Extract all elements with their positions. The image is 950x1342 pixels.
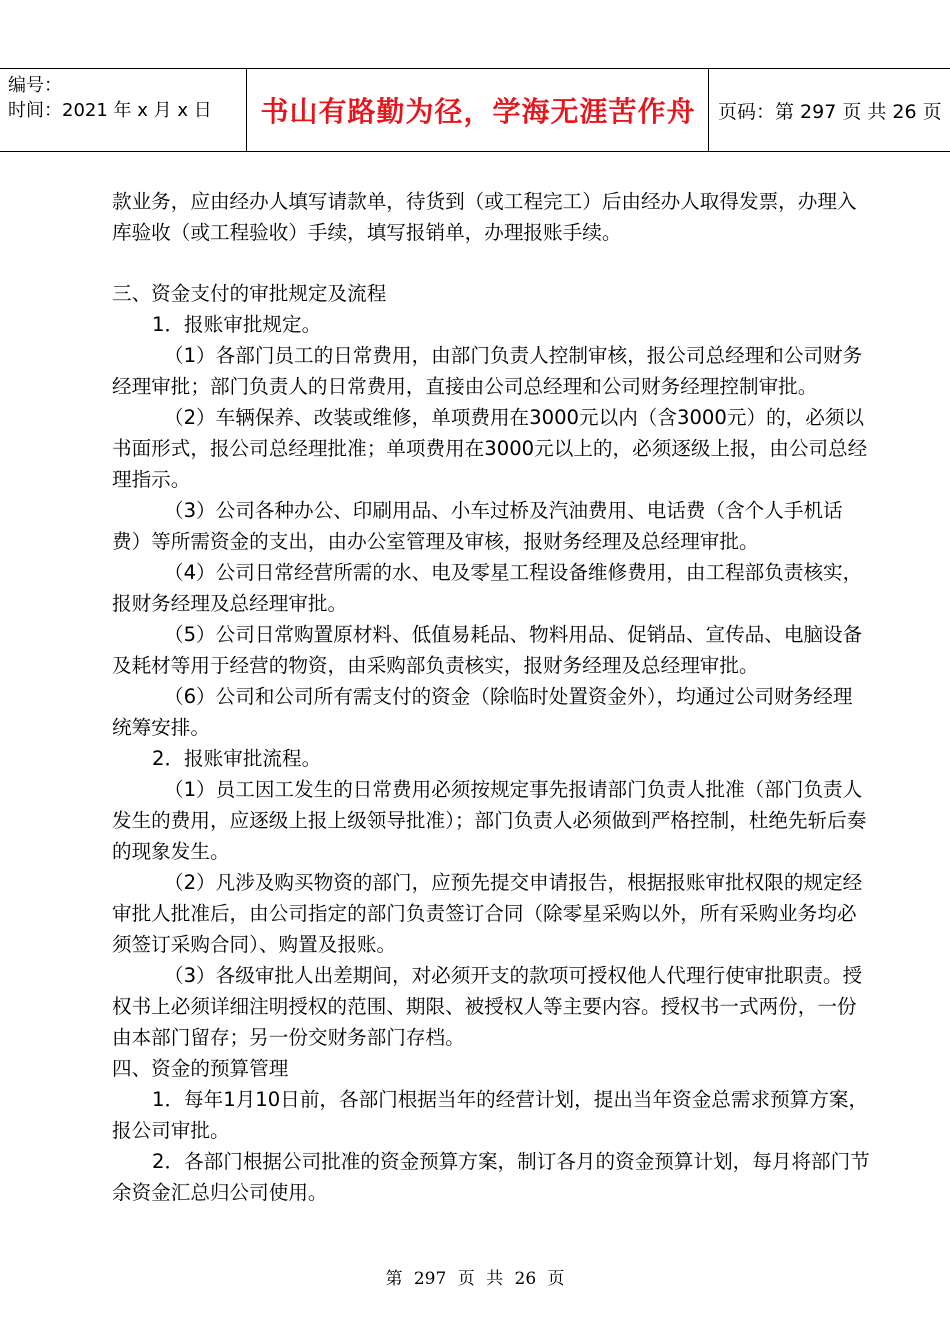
list-item: （2）车辆保养、改装或维修，单项费用在3000元以内（含3000元）的，必须以书面形式，报公司总经理批准；单项费用在3000元以上的，必须逐级上报，由公司总经理指示。 — [112, 406, 868, 491]
header-divider-left — [246, 69, 247, 151]
document-header — [0, 68, 950, 152]
header-meta — [8, 73, 212, 123]
list-item: （1）员工因工发生的日常费用必须按规定事先报请部门负责人批准（部门负责人发生的费用，应逐级上报上级领导批准）；部门负责人必须做到严格控制，杜绝先斩后奏的现象发生。 — [112, 778, 867, 863]
subsection-heading: 2．报账审批流程。 — [152, 747, 322, 770]
header-page-info: 页码：第 297 页 共 26 页 — [718, 100, 942, 123]
section-heading-3: 三、资金支付的审批规定及流程 — [112, 282, 387, 305]
list-item: （4）公司日常经营所需的水、电及零星工程设备维修费用，由工程部负责核实，报财务经理及总经理审批。 — [112, 561, 863, 615]
document-code-label: 编号： — [8, 75, 62, 96]
list-item: （3）各级审批人出差期间，对必须开支的款项可授权他人代理行使审批职责。授权书上必须详细注明授权的范围、期限、被授权人等主要内容。授权书一式两份，一份由本部门留存；另一份交财务部门存档。 — [112, 964, 863, 1049]
list-item: 2．各部门根据公司批准的资金预算方案，制订各月的资金预算计划，每月将部门节余资金汇总归公司使用。 — [112, 1150, 870, 1204]
header-divider-right — [708, 69, 709, 151]
list-item: （3）公司各种办公、印刷用品、小车过桥及汽油费用、电话费（含个人手机话费）等所需资金的支出，由办公室管理及审核，报财务经理及总经理审批。 — [112, 499, 843, 553]
header-motto: 书山有路勤为径，学海无涯苦作舟 — [260, 95, 696, 128]
paragraph-continued: 款业务，应由经办人填写请款单，待货到（或工程完工）后由经办人取得发票，办理入库验收（或工程验收）手续，填写报销单，办理报账手续。 — [112, 190, 857, 244]
page-footer: 第 297 页 共 26 页 — [385, 1269, 565, 1289]
list-item: （1）各部门员工的日常费用，由部门负责人控制审核，报公司总经理和公司财务经理审批；部门负责人的日常费用，直接由公司总经理和公司财务经理控制审批。 — [112, 344, 863, 398]
list-item: （2）凡涉及购买物资的部门，应预先提交申请报告，根据报账审批权限的规定经审批人批准后，由公司指定的部门负责签订合同（除零星采购以外，所有采购业务均必须签订采购合同）、购置及报账。 — [112, 871, 863, 956]
subsection-heading: 1．报账审批规定。 — [152, 313, 322, 336]
list-item: （5）公司日常购置原材料、低值易耗品、物料用品、促销品、宣传品、电脑设备及耗材等用于经营的物资，由采购部负责核实，报财务经理及总经理审批。 — [112, 623, 863, 677]
document-time-label: 时间：2021 年 x 月 x 日 — [8, 100, 212, 121]
paragraph-spacer — [112, 248, 872, 278]
list-item: （6）公司和公司所有需支付的资金（除临时处置资金外），均通过公司财务经理统筹安排。 — [112, 685, 853, 739]
document-body — [112, 186, 872, 1208]
list-item: 1．每年1月10日前，各部门根据当年的经营计划，提出当年资金总需求预算方案，报公司审批。 — [112, 1088, 869, 1142]
section-heading-4: 四、资金的预算管理 — [112, 1057, 289, 1080]
